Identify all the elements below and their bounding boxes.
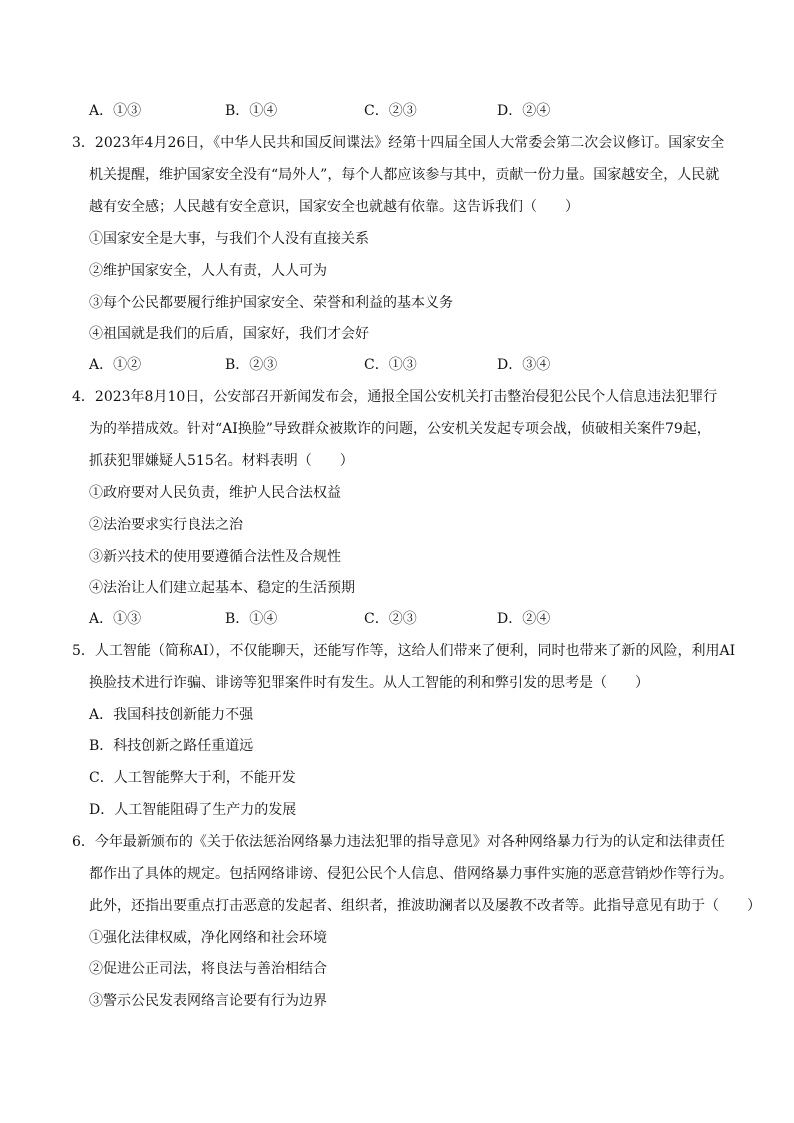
q4-statement-2: ②法治要求实行良法之治 — [89, 517, 243, 533]
q2-choices — [89, 101, 734, 121]
q4-stem-line-3: 抓获犯罪嫌疑人515名。材料表明（ ） — [89, 453, 354, 469]
q3-choices — [89, 355, 734, 375]
q5-choice-a[interactable]: A．我国科技创新能力不强 — [89, 707, 254, 723]
q3-choice-a[interactable]: A．①② — [89, 357, 142, 373]
q2-choice-b[interactable]: B．①④ — [225, 103, 278, 119]
q5-choice-c[interactable]: C．人工智能弊大于利，不能开发 — [89, 770, 296, 786]
q3-statement-4: ④祖国就是我们的后盾，国家好，我们才会好 — [89, 326, 369, 342]
q6-stem-line-1: 6．今年最新颁布的《关于依法惩治网络暴力违法犯罪的指导意见》对各种网络暴力行为的认定和法律责任 — [72, 834, 725, 850]
q5-stem-line-2: 换脸技术进行诈骗、诽谤等犯罪案件时有发生。从人工智能的利和弊引发的思考是（ ） — [89, 675, 649, 691]
q6-stem-line-3: 此外，还指出要重点打击恶意的发起者、组织者，推波助澜者以及屡教不改者等。此指导意见有助于（ ） — [89, 898, 761, 914]
q2-choice-c[interactable]: C．②③ — [364, 103, 417, 119]
q3-stem-line-3: 越有安全感；人民越有安全意识，国家安全也就越有依靠。这告诉我们（ ） — [89, 199, 579, 215]
q4-statement-1: ①政府要对人民负责，维护人民合法权益 — [89, 485, 341, 501]
q6-statement-2: ②促进公正司法，将良法与善治相结合 — [89, 961, 327, 977]
q5-stem-line-1: 5．人工智能（简称AI），不仅能聊天，还能写作等，这给人们带来了便利，同时也带来了新的风险，利用AI — [72, 643, 736, 659]
q4-stem-line-2: 为的举措成效。针对“AI换脸”导致群众被欺诈的问题，公安机关发起专项会战，侦破相关案件79起， — [89, 421, 711, 437]
q2-choice-d[interactable]: D．②④ — [497, 103, 551, 119]
q3-choice-c[interactable]: C．①③ — [364, 357, 417, 373]
q3-statement-3: ③每个公民都要履行维护国家安全、荣誉和利益的基本义务 — [89, 295, 453, 311]
q3-statement-2: ②维护国家安全，人人有责，人人可为 — [89, 263, 327, 279]
q4-statement-4: ④法治让人们建立起基本、稳定的生活预期 — [89, 580, 355, 596]
q4-choice-d[interactable]: D．②④ — [497, 611, 551, 627]
q6-stem-line-2: 都作出了具体的规定。包括网络诽谤、侵犯公民个人信息、借网络暴力事件实施的恶意营销炒作等行为。 — [89, 866, 733, 882]
q6-statement-1: ①强化法律权威，净化网络和社会环境 — [89, 930, 327, 946]
q5-choice-b[interactable]: B．科技创新之路任重道远 — [89, 738, 254, 754]
q5-choice-d[interactable]: D．人工智能阻碍了生产力的发展 — [89, 802, 297, 818]
q3-choice-d[interactable]: D．③④ — [497, 357, 551, 373]
q3-stem-line-1: 3．2023年4月26日，《中华人民共和国反间谍法》经第十四届全国人大常委会第二次会议修订。国家安全 — [72, 135, 725, 151]
q4-choice-b[interactable]: B．①④ — [225, 611, 278, 627]
q2-choice-a[interactable]: A．①③ — [89, 103, 142, 119]
q4-choice-a[interactable]: A．①③ — [89, 611, 142, 627]
q4-choice-c[interactable]: C．②③ — [364, 611, 417, 627]
q4-stem-line-1: 4．2023年8月10日，公安部召开新闻发布会，通报全国公安机关打击整治侵犯公民个人信息违法犯罪行 — [72, 389, 718, 405]
q6-statement-3: ③警示公民发表网络言论要有行为边界 — [89, 993, 327, 1009]
q3-choice-b[interactable]: B．②③ — [225, 357, 278, 373]
q4-choices — [89, 609, 734, 629]
q4-statement-3: ③新兴技术的使用要遵循合法性及合规性 — [89, 549, 341, 565]
q3-stem-line-2: 机关提醒，维护国家安全没有“局外人”，每个人都应该参与其中，贡献一份力量。国家越安全，人民就 — [89, 167, 720, 183]
q3-statement-1: ①国家安全是大事，与我们个人没有直接关系 — [89, 231, 369, 247]
